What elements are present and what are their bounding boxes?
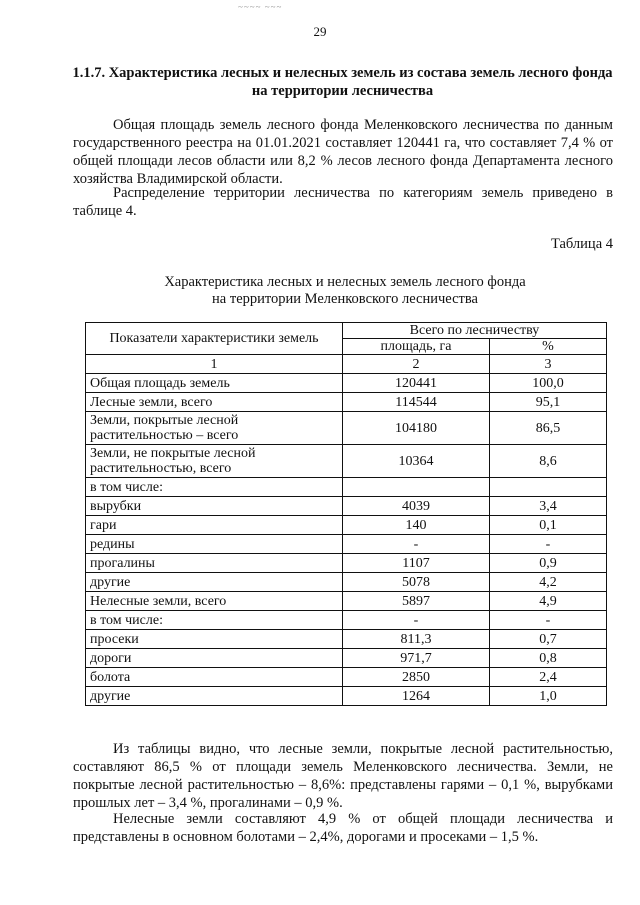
table-caption-line: Характеристика лесных и нелесных земель лесного фонда (164, 274, 526, 290)
table-caption (80, 274, 610, 308)
row-label: прогалины (86, 554, 343, 573)
row-label: в том числе: (86, 478, 343, 497)
table-row (86, 554, 607, 573)
row-area: 811,3 (343, 630, 490, 649)
table-row (86, 611, 607, 630)
paragraph-nonforest-summary (73, 810, 613, 846)
page-number: 29 (313, 24, 327, 39)
table-row (86, 573, 607, 592)
row-area: - (343, 611, 490, 630)
row-label: Общая площадь земель (86, 374, 343, 393)
row-label: Лесные земли, всего (86, 393, 343, 412)
column-number: 1 (86, 355, 343, 374)
row-label: вырубки (86, 497, 343, 516)
row-area: 104180 (343, 412, 490, 445)
table-row (86, 497, 607, 516)
row-percent: 4,2 (490, 573, 607, 592)
row-area: 1107 (343, 554, 490, 573)
row-percent: 95,1 (490, 393, 607, 412)
row-area: 114544 (343, 393, 490, 412)
table-row (86, 630, 607, 649)
row-label: Земли, не покрытые лесной растительностью, всего (86, 445, 343, 478)
row-percent: 0,1 (490, 516, 607, 535)
row-area: 5078 (343, 573, 490, 592)
paragraph-text: Распределение территории лесничества по категориям земель приведено в таблице 4. (73, 185, 613, 219)
table-row (86, 649, 607, 668)
row-percent: 0,9 (490, 554, 607, 573)
row-label: другие (86, 573, 343, 592)
header-percent: % (490, 339, 607, 355)
row-percent: 1,0 (490, 687, 607, 706)
table-label: Таблица 4 (550, 236, 613, 252)
header-indicators: Показатели характеристики земель (86, 323, 343, 355)
table-row (86, 478, 607, 497)
row-area: - (343, 535, 490, 554)
row-area: 140 (343, 516, 490, 535)
table-row (86, 445, 607, 478)
row-label: Земли, покрытые лесной растительностью – всего (86, 412, 343, 445)
table-row (86, 668, 607, 687)
table-row (86, 535, 607, 554)
table-row (86, 412, 607, 445)
row-percent: 0,7 (490, 630, 607, 649)
paragraph-forest-summary (73, 740, 613, 812)
row-label: дороги (86, 649, 343, 668)
row-percent: 3,4 (490, 497, 607, 516)
row-area: 4039 (343, 497, 490, 516)
header-total-forestry: Всего по лесничеству (343, 323, 607, 339)
header-area: площадь, га (343, 339, 490, 355)
row-area (343, 478, 490, 497)
column-number: 3 (490, 355, 607, 374)
row-percent: 86,5 (490, 412, 607, 445)
row-area: 5897 (343, 592, 490, 611)
paragraph-text: Нелесные земли составляют 4,9 % от общей площади лесничества и представлены в основном болотами – 2,4%, дорогами и просеками – 1,5 %. (73, 811, 613, 845)
table-row (86, 592, 607, 611)
row-label: другие (86, 687, 343, 706)
row-label: Нелесные земли, всего (86, 592, 343, 611)
paragraph-distribution (73, 184, 613, 220)
row-area: 971,7 (343, 649, 490, 668)
row-label: просеки (86, 630, 343, 649)
row-percent: 100,0 (490, 374, 607, 393)
row-percent: - (490, 611, 607, 630)
land-characteristics-table (85, 322, 607, 706)
table-row (86, 687, 607, 706)
row-percent (490, 478, 607, 497)
table-row (86, 374, 607, 393)
paragraph-text: Из таблицы видно, что лесные земли, покрытые лесной растительностью, составляют 86,5 % от площади земель Меленковского лесничества. Земли, не покрытые лесной растительностью – 8,6%: представлены гарями – 0,1 %, вырубками прошлых лет – 3,4 %, прогалинами – 0,9 %. (73, 741, 613, 811)
row-area: 2850 (343, 668, 490, 687)
row-label: редины (86, 535, 343, 554)
row-label: болота (86, 668, 343, 687)
row-label: гари (86, 516, 343, 535)
stamp-mark: ~~~~ ~~~ (238, 2, 283, 12)
row-percent: 2,4 (490, 668, 607, 687)
table-caption-line: на территории Меленковского лесничества (212, 291, 478, 307)
table-row (86, 393, 607, 412)
row-label: в том числе: (86, 611, 343, 630)
row-area: 120441 (343, 374, 490, 393)
column-number-row (86, 355, 607, 374)
row-percent: 8,6 (490, 445, 607, 478)
section-heading: 1.1.7. Характеристика лесных и нелесных земель из состава земель лесного фонда на территории лесничества (72, 65, 613, 99)
table-row (86, 516, 607, 535)
column-number: 2 (343, 355, 490, 374)
paragraph-text: Общая площадь земель лесного фонда Меленковского лесничества по данным государственного реестра на 01.01.2021 составляет 120441 га, что составляет 7,4 % от общей площади лесов области или 8,2 % лесов лесного фонда Департамента лесного хозяйства Владимирской области. (73, 117, 613, 187)
paragraph-total-area (73, 116, 613, 188)
row-area: 10364 (343, 445, 490, 478)
row-percent: - (490, 535, 607, 554)
row-percent: 0,8 (490, 649, 607, 668)
row-area: 1264 (343, 687, 490, 706)
row-percent: 4,9 (490, 592, 607, 611)
